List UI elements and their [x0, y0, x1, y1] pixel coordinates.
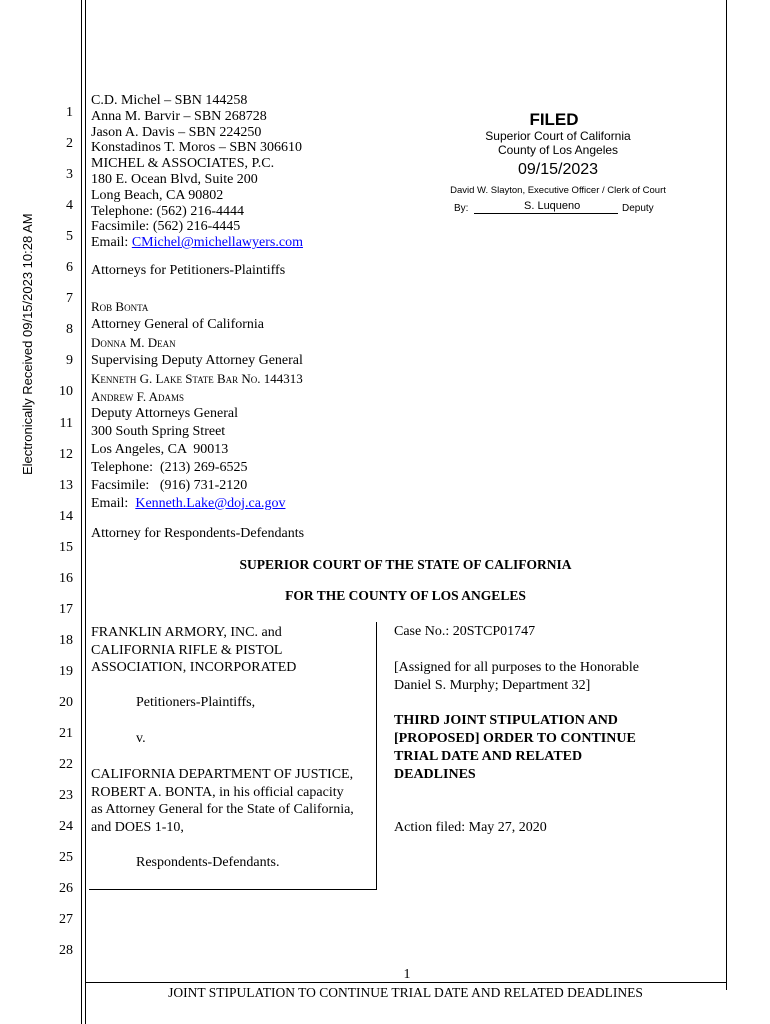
caption-respondents [91, 766, 354, 836]
filed-deputy-label: Deputy [622, 203, 654, 214]
line-number: 13 [59, 477, 73, 493]
doc-title-line: DEADLINES [394, 767, 476, 782]
line-number: 12 [59, 446, 73, 462]
counsel-line: Facsimile: (562) 216-4445 [91, 219, 241, 235]
counsel-line: Andrew F. Adams [91, 388, 184, 404]
counsel-line: Supervising Deputy Attorney General [91, 352, 303, 368]
line-number: 27 [59, 912, 73, 928]
counsel-email-line [91, 235, 303, 251]
caption-box-right-rule [376, 622, 377, 890]
line-number: 21 [59, 726, 73, 741]
left-margin-rule-outer [81, 0, 82, 1024]
counsel-line: Deputy Attorneys General [91, 406, 238, 422]
filed-court: Superior Court of California [485, 129, 631, 143]
filed-clerk-name: S. Luqueno [524, 200, 581, 212]
electronic-receipt-stamp: Electronically Received 09/15/2023 10:28 AM [20, 213, 35, 475]
filed-stamp [440, 110, 676, 216]
respondents-role-caption: Respondents-Defendants. [136, 855, 280, 870]
line-number: 28 [59, 943, 73, 959]
respondent-line: ROBERT A. BONTA, in his official capacity [91, 784, 344, 800]
doc-title-line: THIRD JOINT STIPULATION AND [394, 713, 618, 728]
petitioners-role: Attorneys for Petitioners-Plaintiffs [91, 263, 286, 278]
line-number: 10 [59, 384, 73, 400]
email-label: Email: [91, 235, 132, 251]
line-number: 11 [59, 415, 73, 431]
counsel-line: Jason A. Davis – SBN 224250 [91, 124, 262, 140]
right-margin-rule [726, 0, 727, 990]
caption-petitioners [91, 624, 296, 677]
counsel-line: Telephone: (213) 269-6525 [91, 460, 248, 476]
counsel-line: Long Beach, CA 90802 [91, 187, 224, 203]
filed-by-label: By: [454, 203, 469, 214]
line-number: 2 [66, 136, 73, 152]
line-number: 6 [66, 260, 73, 276]
versus: v. [136, 731, 146, 746]
line-number: 1 [66, 105, 73, 120]
counsel-line: Anna M. Barvir – SBN 268728 [91, 108, 267, 124]
action-filed: Action filed: May 27, 2020 [394, 820, 547, 835]
assignment-line: Daniel S. Murphy; Department 32] [394, 678, 591, 693]
line-number: 23 [59, 788, 73, 804]
case-number: Case No.: 20STCP01747 [394, 624, 536, 639]
filed-title: FILED [529, 110, 579, 129]
respondents-role: Attorney for Respondents-Defendants [91, 526, 305, 541]
caption-box-bottom-rule [89, 889, 377, 890]
counsel-line: Facsimile: (916) 731-2120 [91, 478, 248, 494]
line-number: 9 [66, 353, 73, 369]
line-number: 20 [59, 694, 73, 710]
doc-title-line: [PROPOSED] ORDER TO CONTINUE [394, 731, 636, 746]
doc-title-line: TRIAL DATE AND RELATED [394, 749, 583, 764]
line-number: 26 [59, 881, 73, 897]
counsel-line: Attorney General of California [91, 316, 264, 332]
counsel-line: MICHEL & ASSOCIATES, P.C. [91, 156, 275, 172]
filed-by-line [440, 200, 676, 216]
line-number: 4 [66, 198, 73, 214]
email-label: Email: [91, 495, 136, 511]
respondent-line: CALIFORNIA DEPARTMENT OF JUSTICE, [91, 767, 354, 782]
assignment [394, 659, 639, 695]
page-number: 1 [403, 967, 411, 982]
respondent-line: as Attorney General for the State of California, [91, 802, 354, 817]
document-title [394, 712, 636, 784]
assignment-line: [Assigned for all purposes to the Honorable [394, 660, 639, 675]
line-number: 14 [59, 508, 73, 524]
line-number: 24 [59, 819, 73, 835]
respondent-line: and DOES 1-10, [91, 819, 184, 835]
counsel-line: 180 E. Ocean Blvd, Suite 200 [91, 171, 258, 187]
line-number: 17 [59, 601, 73, 617]
line-number: 8 [66, 322, 73, 338]
line-number: 3 [66, 167, 73, 183]
line-number: 7 [66, 291, 73, 307]
petitioner-line: CALIFORNIA RIFLE & PISTOL [91, 642, 283, 658]
petitioner-line: FRANKLIN ARMORY, INC. and [91, 625, 282, 640]
line-number: 19 [59, 663, 73, 679]
line-number: 18 [59, 632, 73, 648]
counsel-line: Konstadinos T. Moros – SBN 306610 [91, 140, 303, 156]
court-heading-line2: FOR THE COUNTY OF LOS ANGELES [285, 588, 526, 603]
filed-date: 09/15/2023 [517, 161, 599, 178]
petitioners-email-link[interactable]: CMichel@michellawyers.com [131, 235, 303, 251]
counsel-line: C.D. Michel – SBN 144258 [91, 93, 248, 108]
counsel-line: Rob Bonta [91, 299, 149, 314]
filed-signature-rule [474, 213, 618, 214]
counsel-line: Telephone: (562) 216-4444 [91, 203, 244, 219]
counsel-email-line [91, 495, 303, 513]
line-number: 22 [59, 757, 73, 773]
respondents-email-link[interactable]: Kenneth.Lake@doj.ca.gov [135, 495, 286, 511]
petitioners-counsel-block [91, 93, 303, 251]
petitioners-role-caption: Petitioners-Plaintiffs, [136, 695, 256, 710]
line-number: 25 [59, 850, 73, 866]
court-heading-line1: SUPERIOR COURT OF THE STATE OF CALIFORNIA [239, 557, 572, 572]
petitioner-line: ASSOCIATION, INCORPORATED [91, 660, 297, 675]
filed-officer: David W. Slayton, Executive Officer / Clerk of Court [450, 185, 666, 196]
counsel-line: Donna M. Dean [91, 334, 176, 350]
counsel-line: Kenneth G. Lake State Bar No. 144313 [91, 370, 303, 386]
counsel-line: 300 South Spring Street [91, 424, 226, 440]
filed-county: County of Los Angeles [497, 143, 619, 157]
footer-rule [85, 982, 726, 983]
line-number: 16 [59, 570, 73, 586]
left-margin-rule-inner [85, 0, 86, 1024]
line-number: 5 [66, 229, 73, 245]
respondents-counsel-block [91, 298, 303, 513]
counsel-line: Los Angeles, CA 90013 [91, 442, 229, 458]
footer-title: JOINT STIPULATION TO CONTINUE TRIAL DATE AND RELATED DEADLINES [168, 985, 643, 1000]
line-number: 15 [59, 539, 73, 555]
